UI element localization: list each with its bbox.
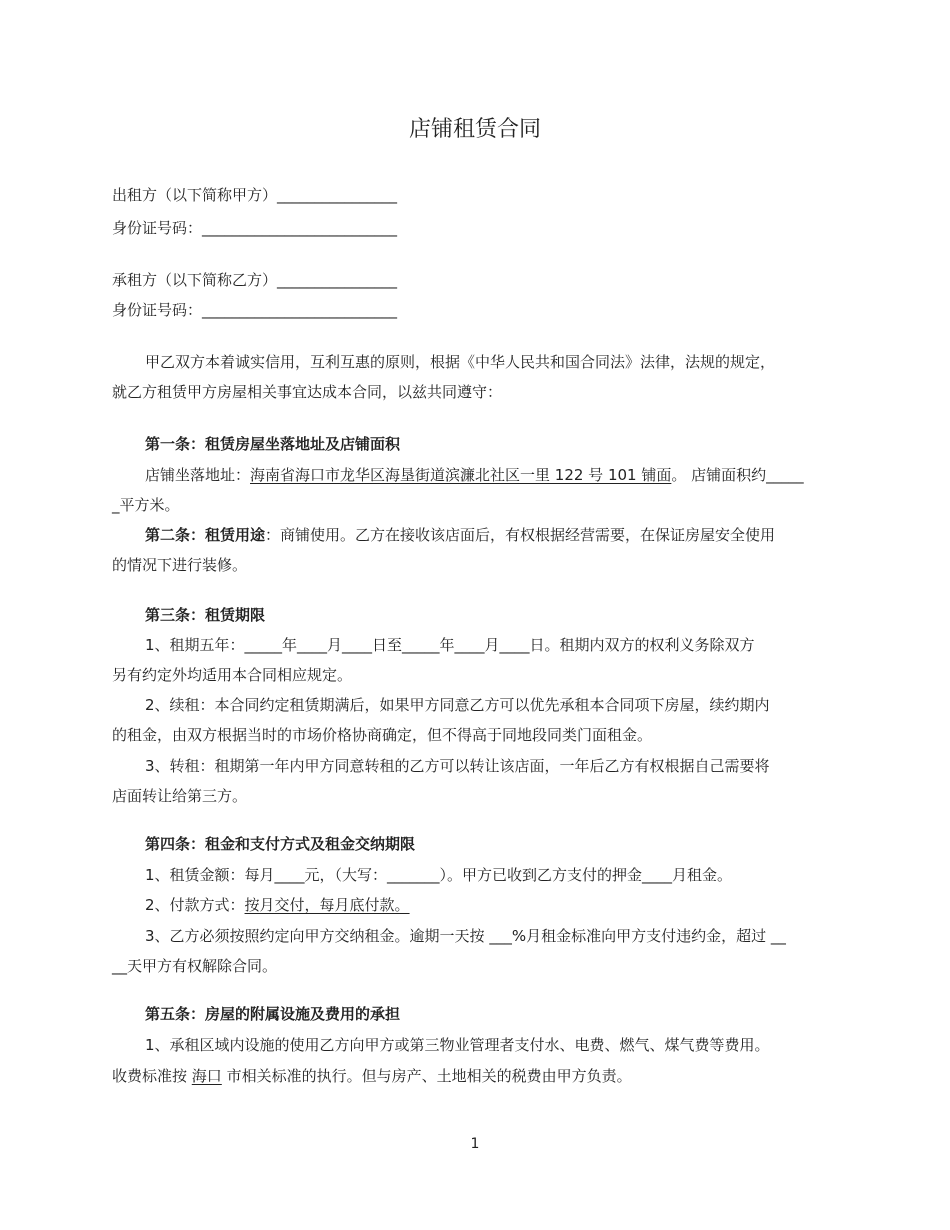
article1-address-label: 店铺坐落地址： <box>145 466 251 484</box>
lessor-id-line <box>112 218 842 238</box>
lessor-label: 出租方（以下简称甲方） <box>112 186 278 204</box>
article2-line-1 <box>145 525 842 545</box>
article3-p2-line-2: 的租金，由双方根据当时的市场价格协商确定，但不得高于同地段同类门面租金。 <box>112 726 653 744</box>
article5-p1-line-2-post: 市相关标准的执行。但与房产、土地相关的税费由甲方负责。 <box>221 1067 632 1085</box>
article5-heading: 第五条：房屋的附属设施及费用的承担 <box>145 1005 401 1023</box>
article4-p2-label: 2、付款方式： <box>145 896 245 914</box>
page-number: 1 <box>470 1136 480 1152</box>
article4-p1: 1、租赁金额：每月____元，（大写：_______）。甲方已收到乙方支付的押金____月租金。 <box>145 866 733 884</box>
lessee-id-label: 身份证号码： <box>112 301 203 319</box>
lessor-id-label: 身份证号码： <box>112 219 203 237</box>
article1-heading: 第一条：租赁房屋坐落地址及店铺面积 <box>145 435 401 453</box>
article3-p1-line-1: 1、租期五年：_____年____月____日至_____年____月____日。租期内双方的权利义务除双方 <box>145 636 755 654</box>
article5-p1-line-2-pre: 收费标准按 <box>112 1067 192 1085</box>
lessor-line <box>112 185 842 205</box>
article2-heading: 第二条：租赁用途 <box>145 526 266 544</box>
lessor-blank: ________________ <box>277 186 398 204</box>
lessee-line <box>112 270 842 290</box>
article1-address: 海南省海口市龙华区海垦街道滨濂北社区一里 122 号 101 铺面 <box>250 466 672 484</box>
article4-heading: 第四条：租金和支付方式及租金交纳期限 <box>145 835 416 853</box>
article5-p1-line-1: 1、承租区域内设施的使用乙方向甲方或第三物业管理者支付水、电费、燃气、煤气费等费用。 <box>145 1036 770 1054</box>
lessee-label: 承租方（以下简称乙方） <box>112 271 278 289</box>
article2-text-1: ：商铺使用。乙方在接收该店面后，有权根据经营需要，在保证房屋安全使用 <box>265 526 776 544</box>
article1-address-line <box>145 465 842 485</box>
article3-p2-line-1: 2、续租：本合同约定租赁期满后，如果甲方同意乙方可以优先承租本合同项下房屋，续约期内 <box>145 696 770 714</box>
article5-city: 海口 <box>191 1067 222 1085</box>
article5-p1-line-2 <box>112 1066 842 1086</box>
article3-p1-line-2: 另有约定外均适用本合同相应规定。 <box>112 666 353 684</box>
article1-area-cont: _平方米。 <box>112 496 180 514</box>
article4-p3-line-1: 3、乙方必须按照约定向甲方交纳租金。逾期一天按 ___%月租金标准向甲方支付违约金，超过 __ <box>145 927 786 945</box>
lessee-blank: ________________ <box>277 271 398 289</box>
preamble-line-2: 就乙方租赁甲方房屋相关事宜达成本合同，以兹共同遵守： <box>112 383 503 401</box>
lessee-id-line <box>112 300 842 320</box>
article4-p2-value: 按月交付，每月底付款。 <box>244 896 410 914</box>
preamble-line-1: 甲乙双方本着诚实信用，互利互惠的原则，根据《中华人民共和国合同法》法律，法规的规定， <box>145 353 776 371</box>
article3-p3-line-2: 店面转让给第三方。 <box>112 787 248 805</box>
article3-p3-line-1: 3、转租：租期第一年内甲方同意转租的乙方可以转让该店面，一年后乙方有权根据自己需要将 <box>145 757 770 775</box>
article1-area-text: 。 店铺面积约_____ <box>671 466 804 484</box>
lessor-id-blank: __________________________ <box>202 219 398 237</box>
article4-p2 <box>145 895 842 915</box>
article4-p3-line-2: __天甲方有权解除合同。 <box>112 957 278 975</box>
document-title: 店铺租赁合同 <box>408 117 541 142</box>
article2-line-2: 的情况下进行装修。 <box>112 556 248 574</box>
lessee-id-blank: __________________________ <box>202 301 398 319</box>
article3-heading: 第三条：租赁期限 <box>145 606 266 624</box>
